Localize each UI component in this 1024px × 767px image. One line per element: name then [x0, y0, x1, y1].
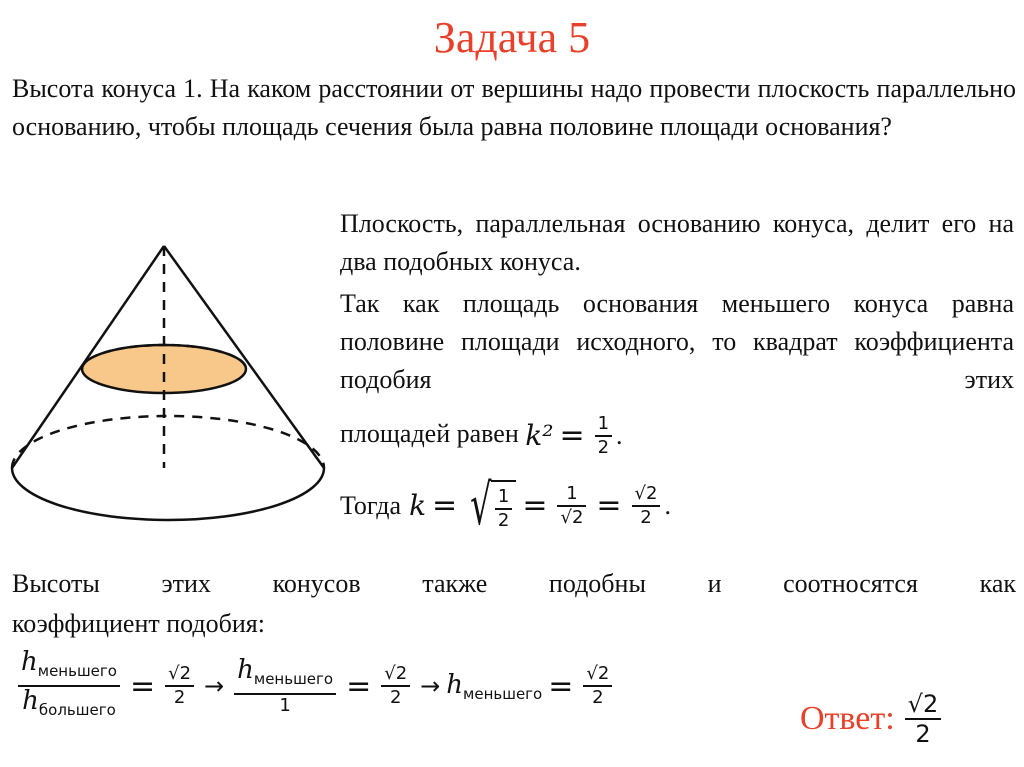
- heights-formula: $\frac{h_{меньшего}}{h_{большего}}$ = $\frac{√2}{2}$ → $\frac{h_{меньшего}}{1}$ = $\frac{√2}{2}$ → hменьшего = $\frac{√2}{2}$: [14, 648, 616, 724]
- problem-statement: Высота конуса 1. На каком расстоянии от вершины надо провести плоскость параллельно основанию, чтобы площадь сечения была равна половине площади основания?: [12, 74, 1016, 141]
- solution-paragraph-2: Так как площадь основания меньшего конуса равна половине площади исходного, то квадрат коэффициента подобия этих: [340, 289, 1014, 394]
- cone-base-back-edge: [12, 416, 324, 468]
- one-over-sqrt2: $\frac{1}{√2}$: [557, 483, 586, 529]
- answer-label: Ответ:: [800, 700, 895, 737]
- slide-title: Задача 5: [433, 13, 591, 62]
- solution-paragraph-2-end: [340, 413, 1014, 459]
- sqrt-one-half: $\frac{1}{2}$: [491, 480, 516, 532]
- cone-diagram: [8, 238, 328, 543]
- area-ratio-text: площадей равен: [340, 418, 519, 448]
- togda-word: Тогда: [340, 491, 402, 520]
- answer-fraction: $\frac{√2}{2}$: [905, 690, 942, 748]
- k-equation-line: Тогда k = √ $\frac{1}{2}$ = $\frac{1}{√2}$ = $\frac{√2}{2}$ .: [340, 473, 671, 538]
- h-smaller-result: hменьшего: [446, 669, 543, 703]
- height-ratio-fraction: $\frac{h_{меньшего}}{h_{большего}}$: [18, 648, 120, 724]
- heights-text-line-1: Высоты этих конусов также подобны и соотносятся как: [12, 569, 1016, 598]
- k-squared: k²: [525, 419, 554, 452]
- answer: [800, 690, 945, 748]
- k-squared-equation: k² = $\frac{1}{2}$ .: [525, 413, 623, 458]
- heights-text-line-2: коэффициент подобия:: [12, 609, 265, 638]
- sqrt2-over-2: $\frac{√2}{2}$: [632, 483, 661, 529]
- one-half-fraction: $\frac{1}{2}$: [595, 413, 612, 459]
- k-variable: k: [409, 489, 427, 522]
- cone-base-front-edge: [12, 468, 324, 520]
- solution-paragraph-1: Плоскость, параллельная основанию конуса, делит его на два подобных конуса.: [340, 209, 1014, 276]
